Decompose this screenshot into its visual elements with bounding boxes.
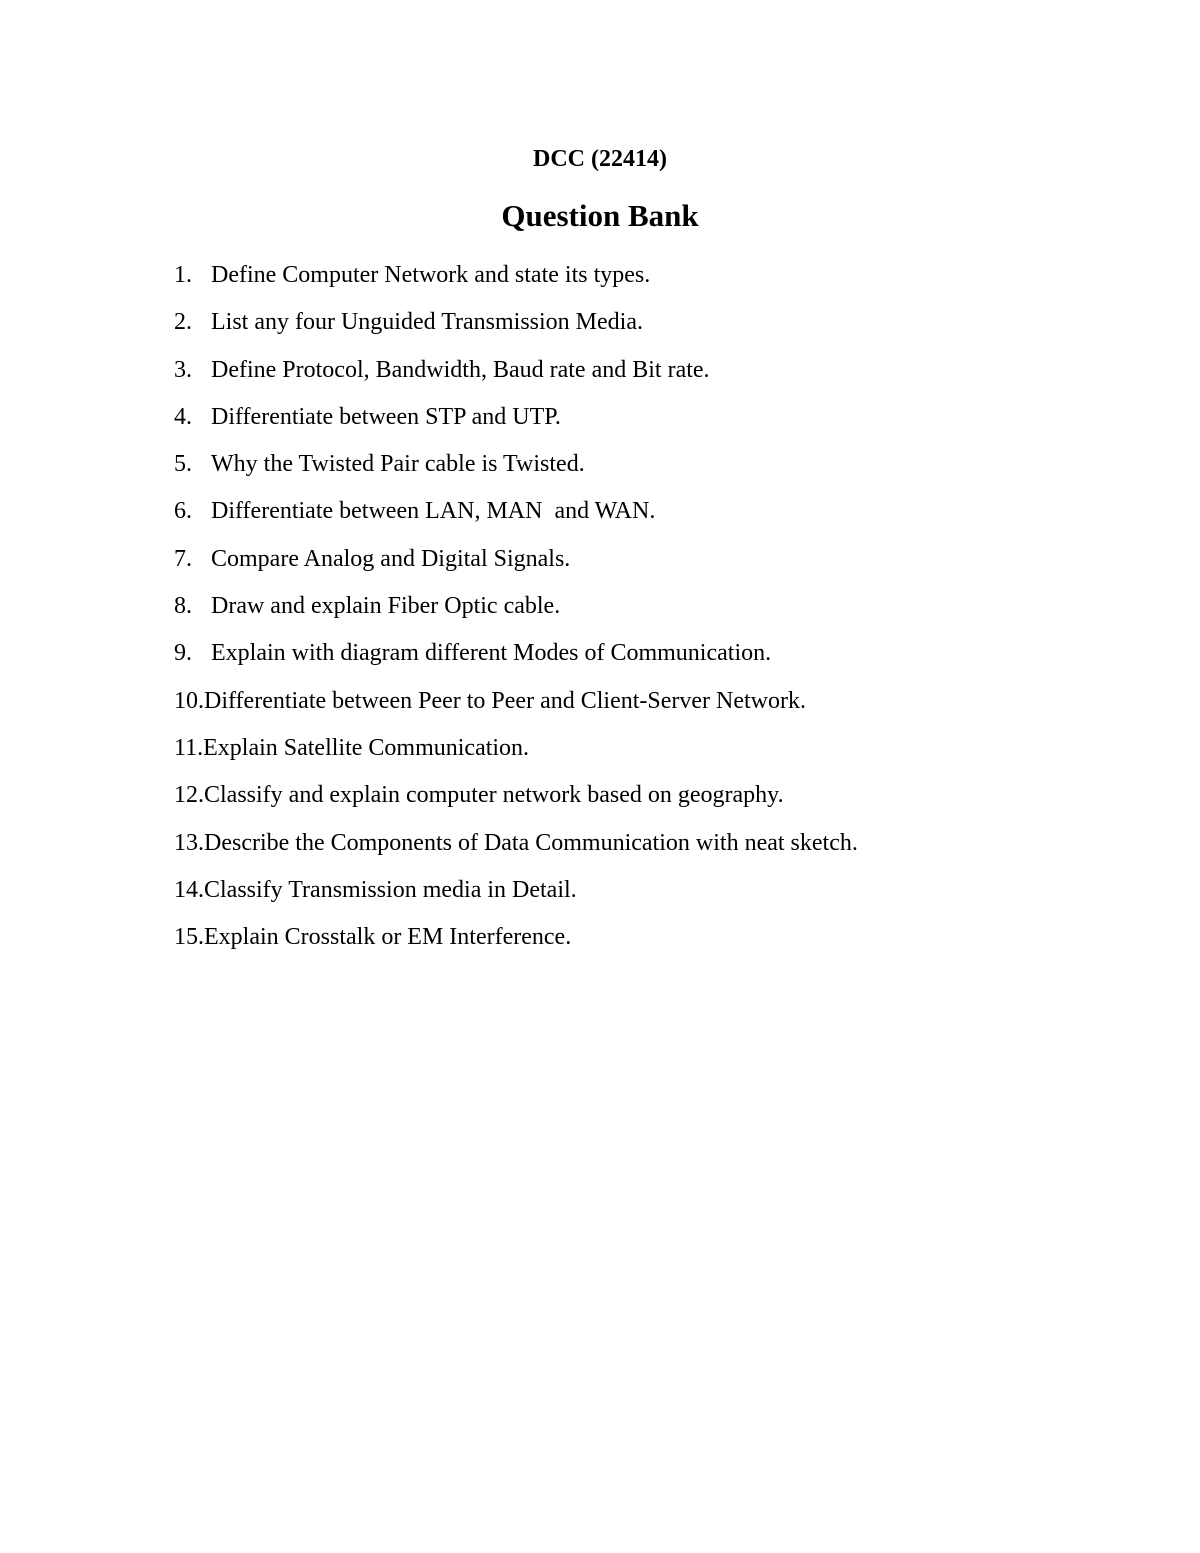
question-item bbox=[174, 448, 1134, 495]
question-item bbox=[174, 354, 1134, 401]
question-item bbox=[174, 259, 1134, 306]
question-item bbox=[174, 543, 1134, 590]
question-item bbox=[174, 779, 1134, 826]
question-number: 15. bbox=[174, 924, 204, 951]
question-number: 1. bbox=[174, 262, 192, 288]
question-text: Define Protocol, Bandwidth, Baud rate and Bit rate. bbox=[211, 356, 710, 383]
question-item bbox=[174, 306, 1134, 353]
question-number: 5. bbox=[174, 451, 192, 478]
question-item bbox=[174, 495, 1134, 542]
question-item bbox=[174, 401, 1134, 448]
question-item bbox=[174, 874, 1134, 921]
question-number: 10. bbox=[174, 687, 204, 714]
question-list bbox=[174, 259, 1134, 968]
question-number: 8. bbox=[174, 593, 192, 620]
question-item bbox=[174, 685, 1134, 732]
question-text: Describe the Components of Data Communication with neat sketch. bbox=[204, 829, 858, 856]
question-number: 7. bbox=[174, 545, 192, 572]
question-text: Classify Transmission media in Detail. bbox=[204, 876, 577, 903]
question-item bbox=[174, 921, 1134, 968]
question-number: 6. bbox=[174, 498, 192, 525]
question-text: Why the Twisted Pair cable is Twisted. bbox=[211, 451, 585, 478]
question-number: 13. bbox=[174, 829, 204, 856]
question-number: 2. bbox=[174, 309, 192, 336]
course-code: DCC (22414) bbox=[533, 146, 667, 172]
question-text: Explain Satellite Communication. bbox=[203, 734, 530, 761]
question-item bbox=[174, 637, 1134, 684]
question-number: 4. bbox=[174, 403, 192, 430]
question-item bbox=[174, 590, 1134, 637]
question-text: Define Computer Network and state its types. bbox=[211, 262, 651, 288]
question-number: 11. bbox=[174, 734, 204, 761]
question-text: Differentiate between STP and UTP. bbox=[211, 403, 561, 430]
question-text: Draw and explain Fiber Optic cable. bbox=[211, 593, 561, 620]
question-text: Explain with diagram different Modes of Communication. bbox=[211, 640, 772, 667]
question-text: Compare Analog and Digital Signals. bbox=[211, 545, 571, 572]
question-text: Explain Crosstalk or EM Interference. bbox=[204, 924, 572, 951]
question-item bbox=[174, 732, 1134, 779]
question-text: List any four Unguided Transmission Media. bbox=[211, 309, 643, 336]
question-number: 9. bbox=[174, 640, 192, 667]
question-number: 12. bbox=[174, 782, 204, 809]
question-number: 3. bbox=[174, 356, 192, 383]
question-number: 14. bbox=[174, 876, 204, 903]
question-text: Classify and explain computer network based on geography. bbox=[204, 782, 784, 809]
question-item bbox=[174, 827, 1134, 874]
question-text: Differentiate between Peer to Peer and Client-Server Network. bbox=[204, 687, 806, 714]
question-text: Differentiate between LAN, MAN and WAN. bbox=[211, 498, 656, 525]
page-title: Question Bank bbox=[501, 198, 699, 233]
